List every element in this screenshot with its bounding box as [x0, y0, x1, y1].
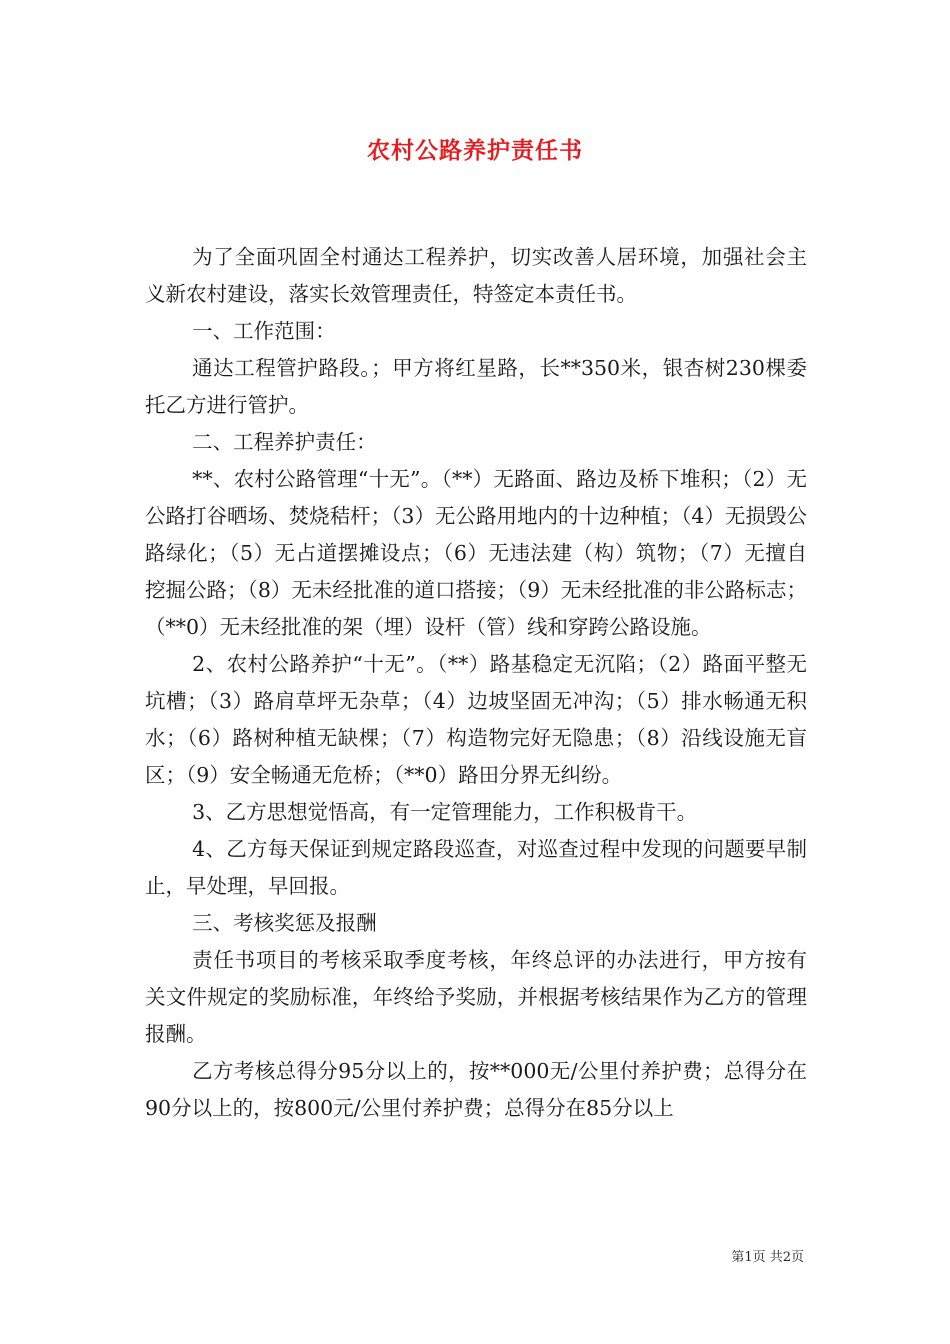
paragraph-assessment: 责任书项目的考核采取季度考核，年终总评的办法进行，甲方按有关文件规定的奖励标准，年终给予奖励，并根据考核结果作为乙方的管理报酬。 [145, 948, 807, 1046]
section-heading-assessment: 三、考核奖惩及报酬 [192, 911, 377, 935]
paragraph-maintenance-rules: 2、农村公路养护“十无”。（**）路基稳定无沉陷；（2）路面平整无坑槽；（3）路肩草坪无杂草；（4）边坡坚固无冲沟；（5）排水畅通无积水；（6）路树种植无缺棵；（7）构造物完好无隐患；（8）沿线设施无盲区；（9）安全畅通无危桥；（**0）路田分界无纠纷。 [145, 652, 807, 787]
paragraph-management-rules: **、农村公路管理“十无”。（**）无路面、路边及桥下堆积；（2）无公路打谷晒场、焚烧秸杆；（3）无公路用地内的十边种植；（4）无损毁公路绿化；（5）无占道摆摊设点；（6）无违法建（构）筑物；（7）无擅自挖掘公路；（8）无未经批准的道口搭接；（9）无未经批准的非公路标志；（**0）无未经批准的架（埋）设杆（管）线和穿跨公路设施。 [145, 467, 807, 639]
section-heading-responsibility: 二、工程养护责任： [192, 430, 377, 454]
paragraph-scope: 通达工程管护路段。；甲方将红星路，长**350米，银杏树230棵委托乙方进行管护。 [145, 356, 807, 417]
paragraph-item-4: 4、乙方每天保证到规定路段巡查，对巡查过程中发现的问题要早制止，早处理，早回报。 [145, 837, 807, 898]
paragraph-intro: 为了全面巩固全村通达工程养护，切实改善人居环境，加强社会主义新农村建设，落实长效管理责任，特签定本责任书。 [145, 245, 807, 306]
document-title: 农村公路养护责任书 [367, 137, 583, 164]
paragraph-item-3: 3、乙方思想觉悟高，有一定管理能力，工作积极肯干。 [192, 800, 698, 824]
section-heading-scope: 一、工作范围： [192, 319, 336, 343]
page-number: 第1页 共2页 [731, 1250, 804, 1265]
document-body [145, 239, 807, 1127]
paragraph-payment: 乙方考核总得分95分以上的，按**000无/公里付养护费；总得分在90分以上的，按800元/公里付养护费；总得分在85分以上 [145, 1059, 807, 1120]
